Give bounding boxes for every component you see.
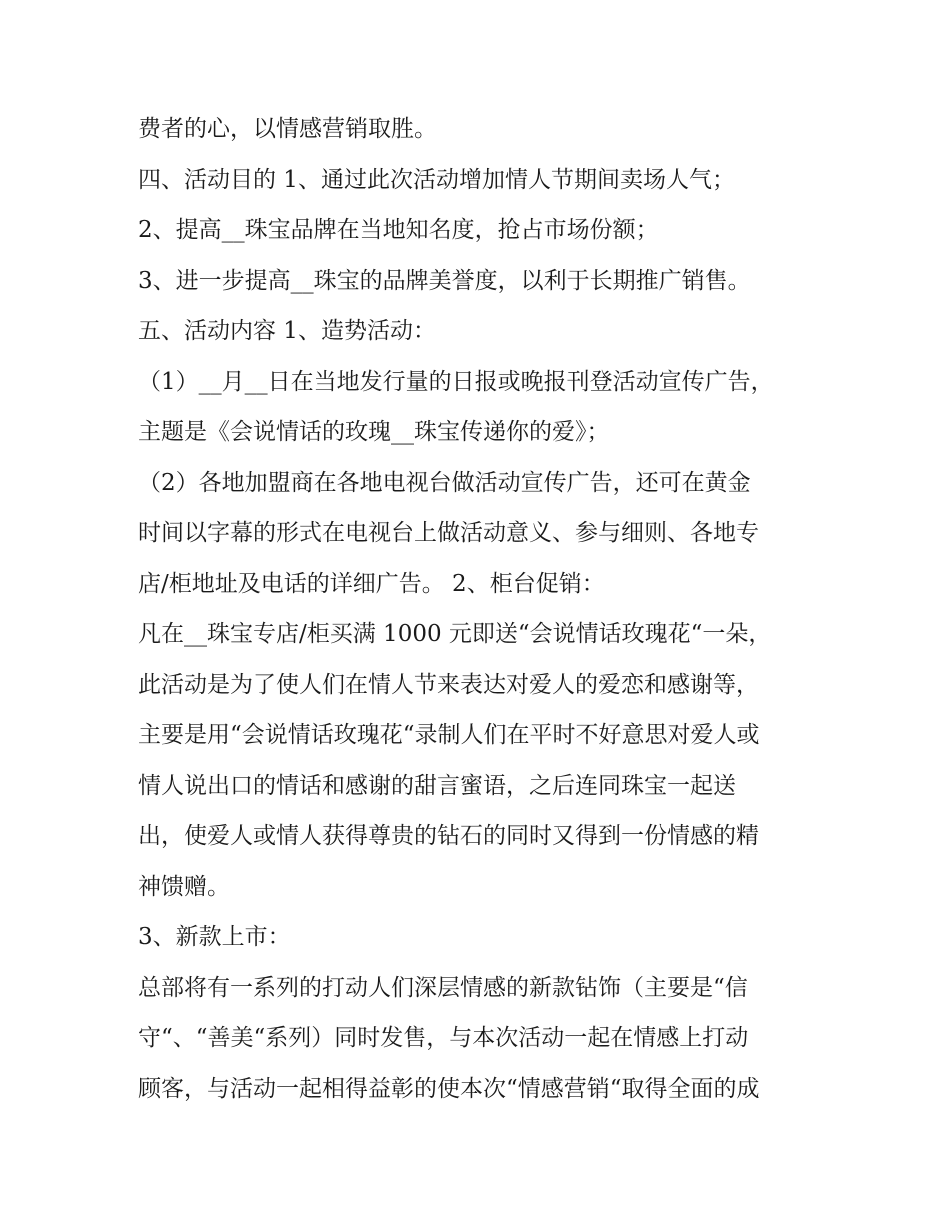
text-line: 出，使爱人或情人获得尊贵的钻石的同时又得到一份情感的精 — [138, 823, 759, 849]
document-body — [138, 104, 828, 1114]
text-line: 五、活动内容 1、造势活动： — [138, 318, 436, 344]
text-line: 凡在__珠宝专店/柜买满 1000 元即送“会说情话玫瑰花“一朵， — [138, 621, 772, 647]
text-line: 3、进一步提高__珠宝的品牌美誉度，以利于长期推广销售。 — [138, 267, 751, 294]
text-line: 主要是用“会说情话玫瑰花“录制人们在平时不好意思对爱人或 — [138, 722, 760, 748]
text-line: 顾客，与活动一起相得益彰的使本次“情感营销“取得全面的成 — [138, 1075, 760, 1102]
text-line: 3、新款上市： — [138, 924, 291, 950]
text-line: 时间以字幕的形式在电视台上做活动意义、参与细则、各地专 — [138, 520, 759, 546]
text-line: 守“、“善美“系列）同时发售，与本次活动一起在情感上打动 — [138, 1025, 749, 1051]
text-line: 费者的心，以情感营销取胜。 — [138, 116, 437, 142]
text-line: （1）__月__日在当地发行量的日报或晚报刊登活动宣传广告， — [138, 368, 774, 395]
text-line: 2、提高__珠宝品牌在当地知名度，抢占市场份额； — [138, 217, 659, 243]
text-line: 情人说出口的情话和感谢的甜言蜜语，之后连同珠宝一起送 — [138, 772, 736, 799]
text-line: 此活动是为了使人们在情人节来表达对爱人的爱恋和感谢等， — [138, 671, 759, 698]
text-line: （2）各地加盟商在各地电视台做活动宣传广告，还可在黄金 — [138, 469, 751, 496]
text-line: 主题是《会说情话的玫瑰__珠宝传递你的爱》； — [138, 419, 610, 445]
text-line: 总部将有一系列的打动人们深层情感的新款钻饰（主要是“信 — [138, 974, 748, 1001]
text-line: 神馈赠。 — [138, 873, 230, 900]
text-line: 店/柜地址及电话的详细广告。 2、柜台促销： — [138, 570, 605, 597]
text-line: 四、活动目的 1、通过此次活动增加情人节期间卖场人气； — [138, 166, 735, 193]
